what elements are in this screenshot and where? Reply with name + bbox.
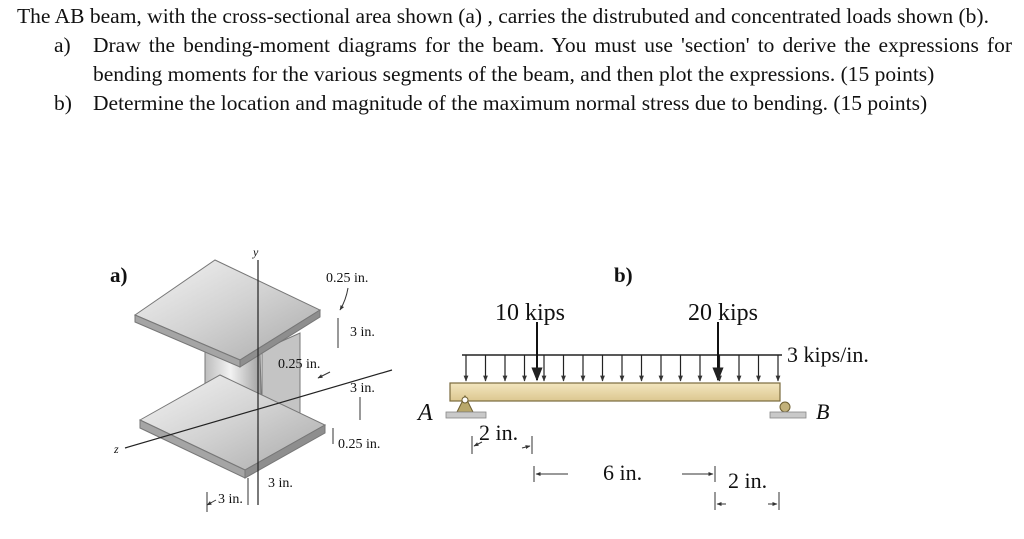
figure-a-label: a): [110, 263, 128, 287]
figure-b-label: b): [614, 263, 633, 287]
part-a-marker: a): [54, 33, 71, 57]
support-b-label: B: [816, 399, 830, 424]
load-20-kips-label: 20 kips: [688, 300, 759, 326]
part-b-marker: b): [54, 91, 72, 115]
part-a-text: Draw the bending-moment diagrams for the beam. You must use 'section' to derive the expressions for bending moments for the various segments of the beam, and then plot the expressions. (15 points): [93, 33, 1012, 86]
distributed-load-arrows: [466, 355, 778, 381]
dim-half-flange-width: 3 in.: [268, 476, 293, 491]
support-a-label: A: [418, 400, 433, 426]
part-b-text: Determine the location and magnitude of the maximum normal stress due to bending. (15 points): [93, 91, 928, 115]
dim-upper-web-height: 3 in.: [350, 325, 375, 340]
problem-statement: [17, 2, 1012, 118]
dim-top-flange-arrow: [340, 288, 348, 310]
dim-web-thickness: 0.25 in.: [278, 357, 321, 372]
figure-area: [0, 230, 1024, 539]
dim-lower-web-height: 3 in.: [350, 381, 375, 396]
figure-b: [416, 263, 869, 510]
beam-ab: [450, 383, 780, 401]
figure-svg: [0, 230, 1024, 539]
support-b-roller: [770, 402, 806, 418]
part-a: [17, 31, 1012, 89]
dim-top-flange-thickness: 0.25 in.: [326, 271, 369, 286]
y-axis-label: y: [253, 245, 259, 259]
part-b: [17, 89, 1012, 118]
dim-web-thickness-arrow: [318, 372, 330, 378]
dim-1-arrow-right: [522, 446, 530, 448]
z-axis-label: z: [114, 442, 119, 456]
dim-3-label: 2 in.: [728, 468, 768, 493]
dim-1-label: 2 in.: [479, 420, 519, 445]
dim-flange-width-arrow: [207, 500, 216, 505]
dim-bottom-flange-thickness: 0.25 in.: [338, 437, 381, 452]
figure-a: [110, 245, 392, 512]
distributed-load-label: 3 kips/in.: [787, 342, 869, 367]
problem-intro: The AB beam, with the cross-sectional area shown (a) , carries the distrubuted and concentrated loads shown (b).: [17, 4, 989, 28]
dim-flange-width: 3 in.: [218, 492, 243, 507]
load-10-kips-label: 10 kips: [495, 300, 566, 326]
dim-2-label: 6 in.: [603, 460, 643, 485]
problem-parts: [17, 31, 1012, 118]
